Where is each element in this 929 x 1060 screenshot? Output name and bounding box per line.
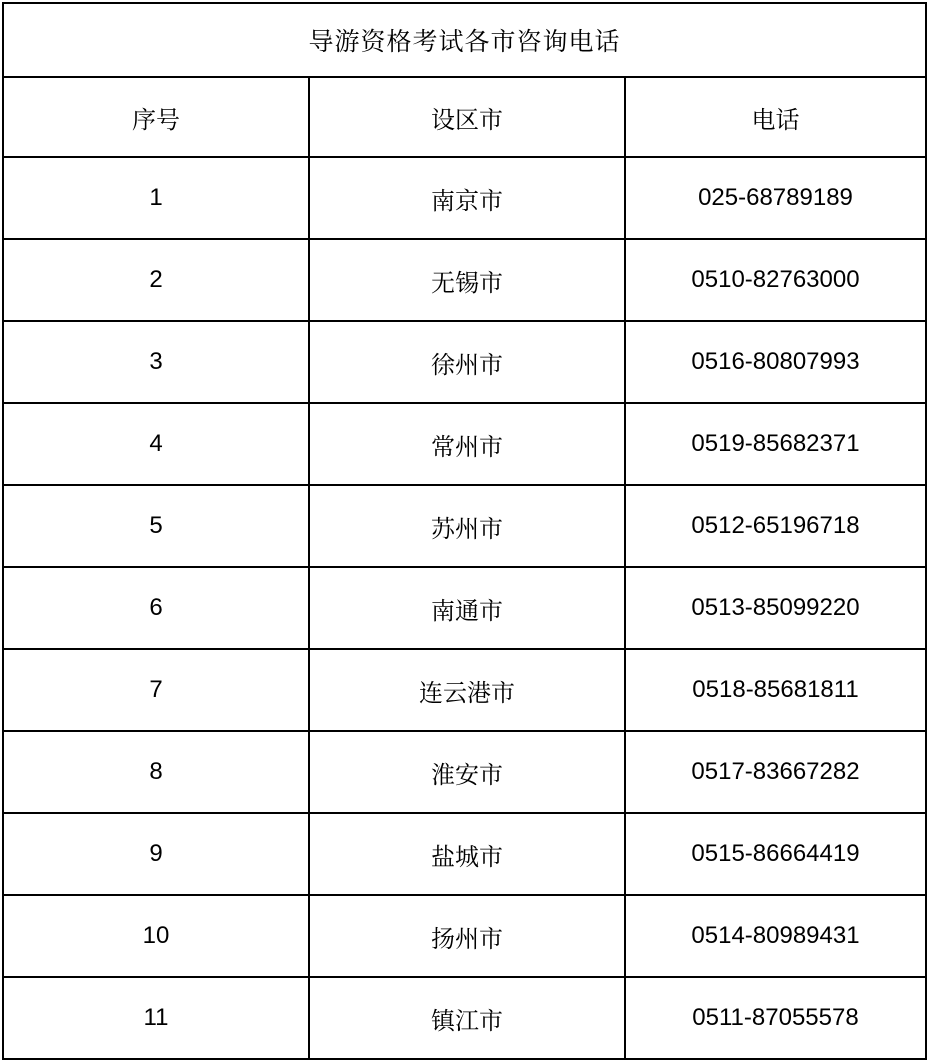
cell-city: 淮安市 xyxy=(309,731,625,813)
cell-phone: 0513-85099220 xyxy=(625,567,926,649)
cell-city: 镇江市 xyxy=(309,977,625,1059)
table-row xyxy=(3,485,926,567)
cell-city: 南通市 xyxy=(309,567,625,649)
table-row xyxy=(3,157,926,239)
table-header-row xyxy=(3,77,926,157)
cell-phone: 0519-85682371 xyxy=(625,403,926,485)
cell-city: 常州市 xyxy=(309,403,625,485)
cell-phone: 0510-82763000 xyxy=(625,239,926,321)
cell-index: 9 xyxy=(3,813,309,895)
cell-phone: 0511-87055578 xyxy=(625,977,926,1059)
table-row xyxy=(3,321,926,403)
table-title-row xyxy=(3,3,926,77)
cell-index: 7 xyxy=(3,649,309,731)
cell-index: 5 xyxy=(3,485,309,567)
column-header-city: 设区市 xyxy=(309,77,625,157)
table-row xyxy=(3,895,926,977)
table-row xyxy=(3,403,926,485)
cell-city: 无锡市 xyxy=(309,239,625,321)
table-row xyxy=(3,649,926,731)
cell-index: 10 xyxy=(3,895,309,977)
cell-phone: 0515-86664419 xyxy=(625,813,926,895)
cell-phone: 0517-83667282 xyxy=(625,731,926,813)
cell-city: 徐州市 xyxy=(309,321,625,403)
cell-phone: 0516-80807993 xyxy=(625,321,926,403)
column-header-index: 序号 xyxy=(3,77,309,157)
table-row xyxy=(3,977,926,1059)
cell-phone: 0518-85681811 xyxy=(625,649,926,731)
page-title: 导游资格考试各市咨询电话 xyxy=(3,3,926,77)
cell-city: 苏州市 xyxy=(309,485,625,567)
cell-index: 3 xyxy=(3,321,309,403)
cell-index: 2 xyxy=(3,239,309,321)
cell-city: 南京市 xyxy=(309,157,625,239)
table-row xyxy=(3,239,926,321)
cell-index: 6 xyxy=(3,567,309,649)
column-header-phone: 电话 xyxy=(625,77,926,157)
cell-index: 8 xyxy=(3,731,309,813)
cell-phone: 025-68789189 xyxy=(625,157,926,239)
cell-index: 11 xyxy=(3,977,309,1059)
document-sheet xyxy=(0,2,929,1035)
cell-city: 连云港市 xyxy=(309,649,625,731)
cell-city: 盐城市 xyxy=(309,813,625,895)
cell-phone: 0514-80989431 xyxy=(625,895,926,977)
table-row xyxy=(3,567,926,649)
cell-index: 4 xyxy=(3,403,309,485)
consultation-phone-table xyxy=(2,2,927,1060)
cell-phone: 0512-65196718 xyxy=(625,485,926,567)
cell-city: 扬州市 xyxy=(309,895,625,977)
table-row xyxy=(3,813,926,895)
cell-index: 1 xyxy=(3,157,309,239)
table-row xyxy=(3,731,926,813)
